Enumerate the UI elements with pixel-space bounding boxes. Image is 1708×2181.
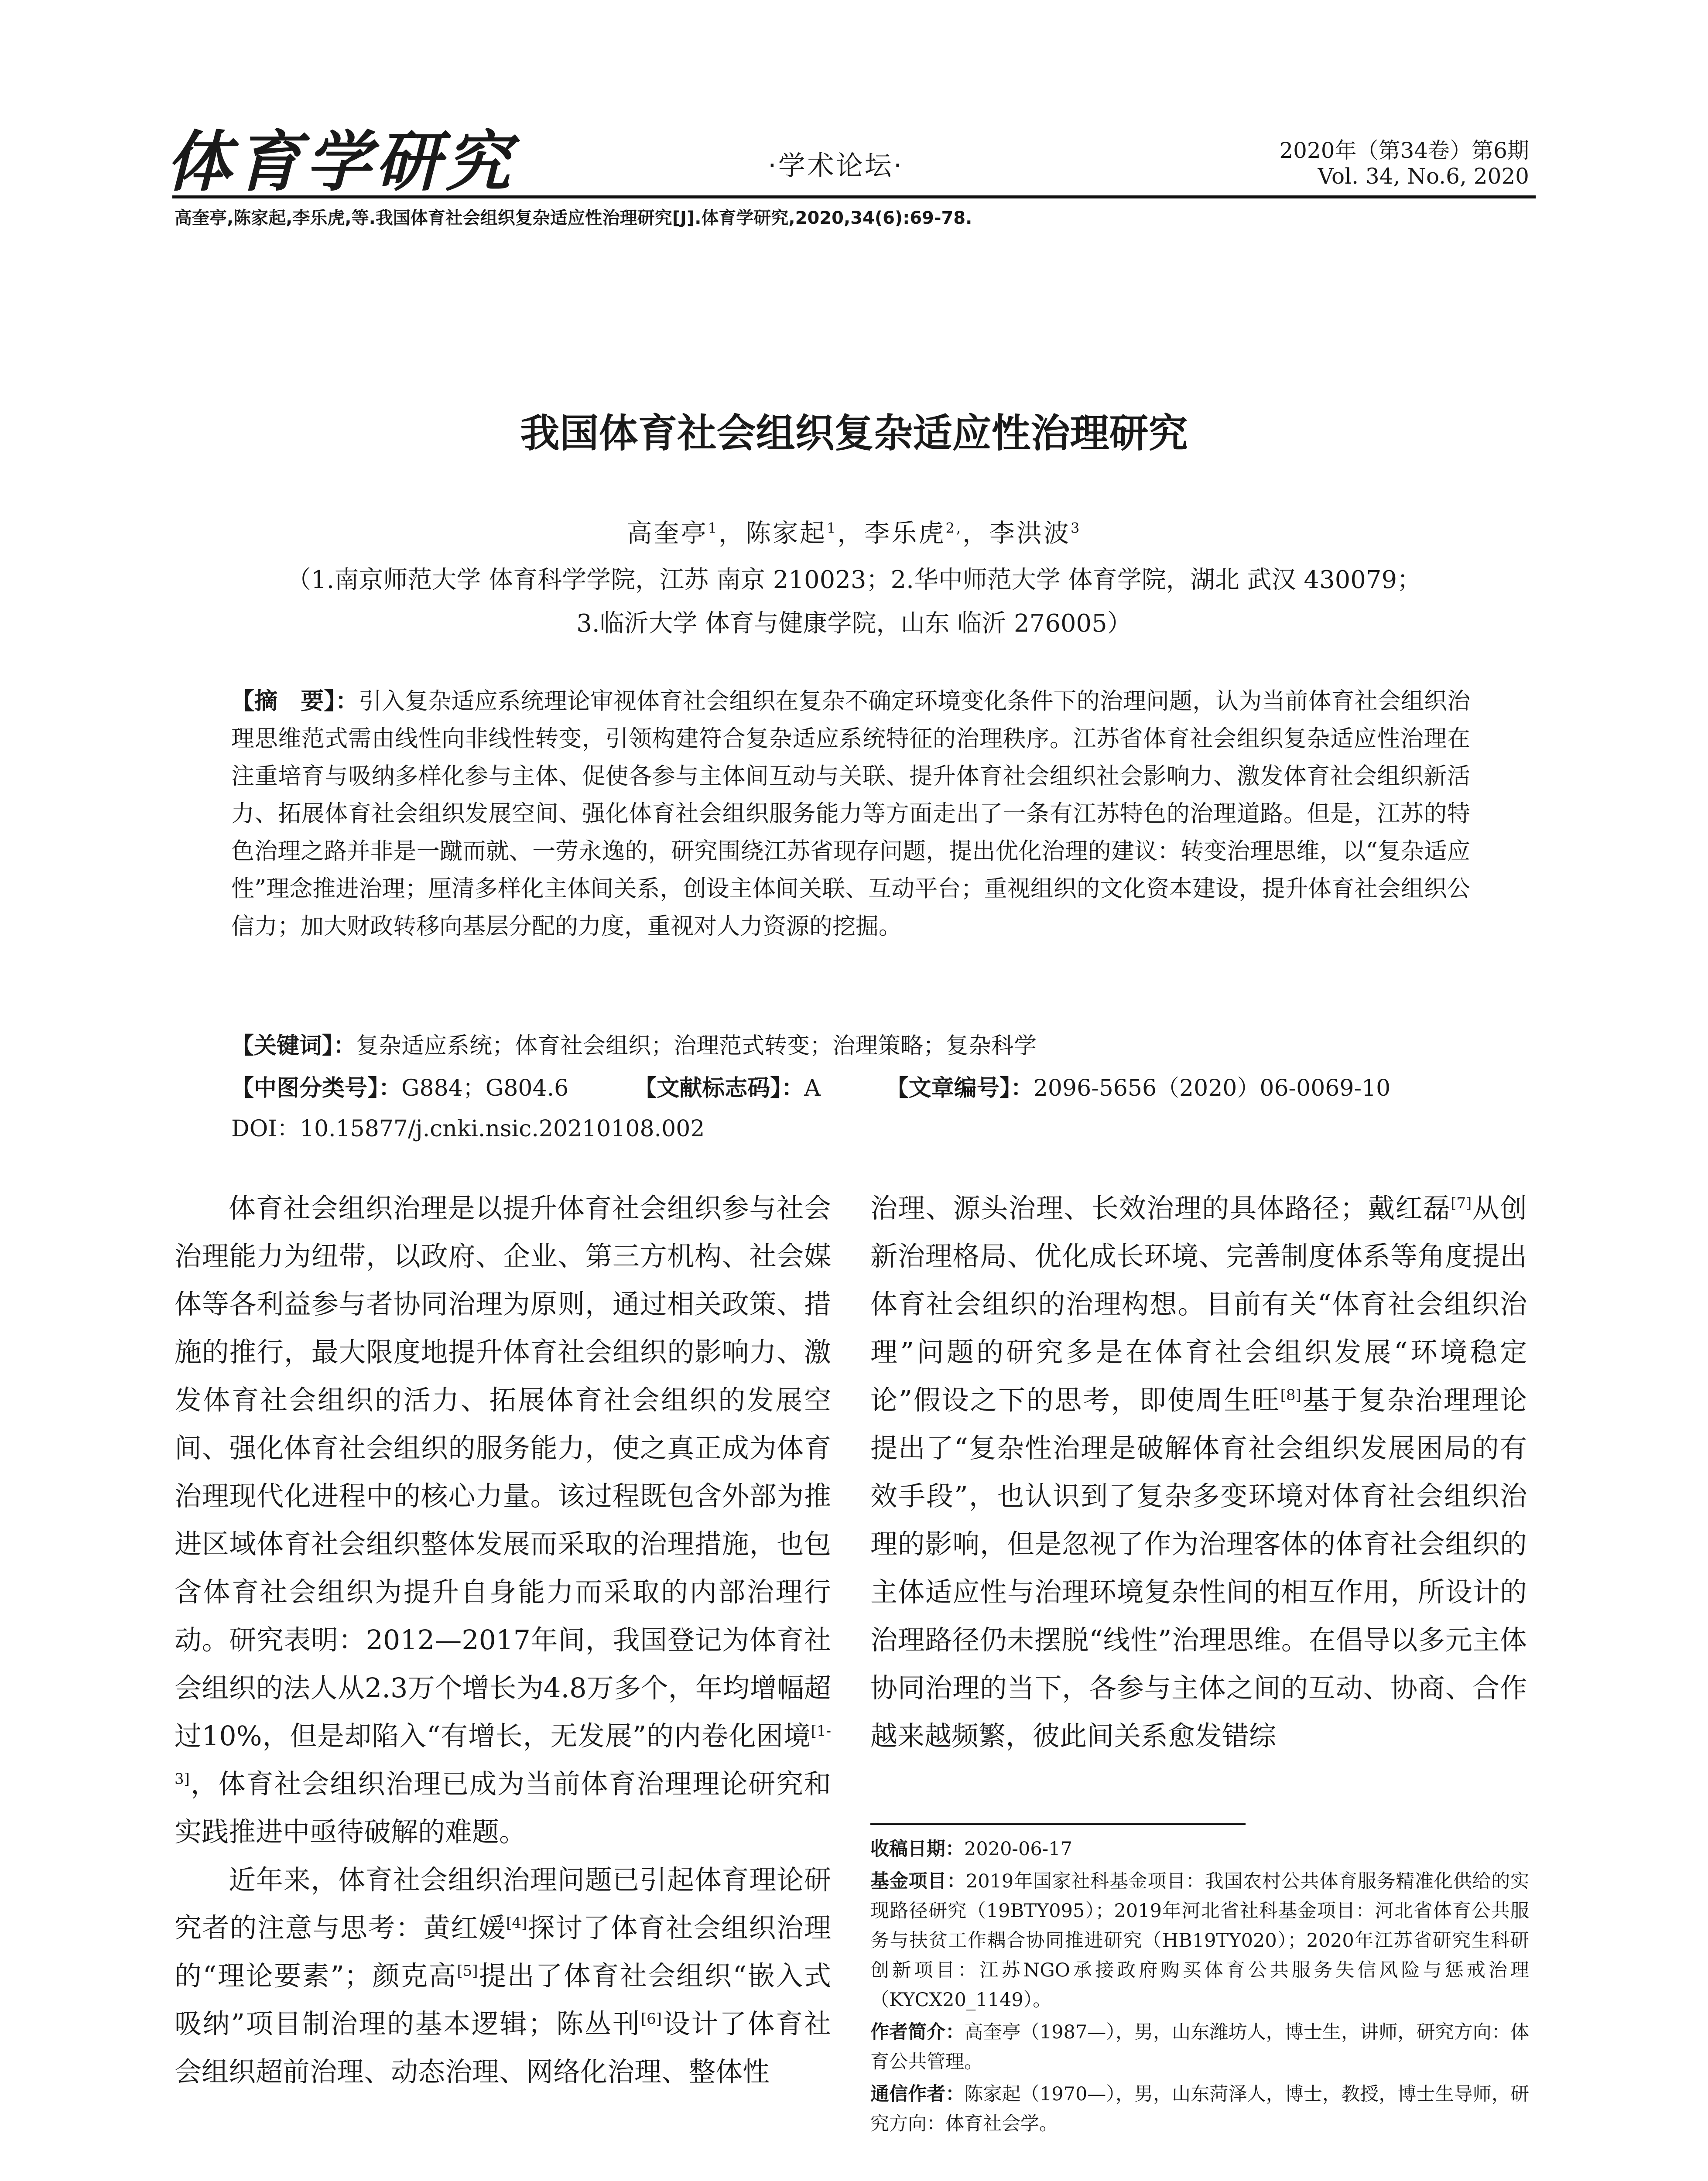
- body-text: 治理、源头治理、长效治理的具体路径；戴红磊: [870, 1192, 1451, 1224]
- footnote-author-bio: [870, 2017, 1529, 2077]
- author-name: 李乐虎: [864, 518, 946, 548]
- body-text: 设计了体育社会组织超前治理、动态治理、网络化治理、整体性: [175, 2008, 831, 2088]
- footnote-received: [870, 1834, 1529, 1864]
- footnote-text: 高奎亭（1987—），男，山东潍坊人，博士生，讲师，研究方向：体育公共管理。: [870, 2021, 1529, 2073]
- article-title: 我国体育社会组织复杂适应性治理研究: [520, 410, 1188, 456]
- footnote-divider: [870, 1823, 1246, 1825]
- body-text: 探讨了体育社会组织治理的“理论要素”；颜克高: [175, 1912, 831, 1992]
- clc-label: 【中图分类号】：: [231, 1075, 402, 1101]
- author-list: 高奎亭$^1$，陈家起$^1$，李乐虎$^{2,}$，李洪波$^3$: [626, 518, 1082, 548]
- body-text: 近年来，体育社会组织治理问题已引起体育理论研究者的注意与思考：黄红媛: [175, 1864, 831, 1944]
- footnote-text: 2019年国家社科基金项目：我国农村公共体育服务精准化供给的实现路径研究（19BTY095）；2019年河北省社科基金项目：河北省体育公共服务与扶贫工作耦合协同推进研究（HB19TY020）；2020年江苏省研究生科研创新项目：江苏NGO承接政府购买体育公共服务失信风险与惩戒治理（KYCX20_1149）。: [870, 1870, 1529, 2011]
- author-affiliation-mark: 2,: [945, 520, 962, 537]
- doi-label: DOI：: [231, 1116, 300, 1142]
- keywords: [231, 1027, 1470, 1060]
- keywords-text: 复杂适应系统；体育社会组织；治理范式转变；治理策略；复杂科学: [356, 1033, 1037, 1059]
- footnote-label: 基金项目：: [870, 1870, 966, 1892]
- header-divider: [172, 195, 1536, 198]
- footnote-fund: [870, 1866, 1529, 2015]
- author-name: 高奎亭: [626, 518, 708, 548]
- classification-line: [231, 1070, 1390, 1102]
- issue-info-english: Vol. 34, No.6, 2020: [1318, 164, 1529, 189]
- section-label: ·学术论坛·: [768, 150, 904, 181]
- footnote-text: 陈家起（1970—），男，山东菏泽人，博士，教授，博士生导师，研究方向：体育社会学。: [870, 2083, 1529, 2135]
- doc-code-value: A: [804, 1075, 821, 1101]
- body-paragraph: [175, 1184, 831, 1856]
- abstract-text: 引入复杂适应系统理论审视体育社会组织在复杂不确定环境变化条件下的治理问题，认为当前体育社会组织治理思维范式需由线性向非线性转变，引领构建符合复杂适应系统特征的治理秩序。江苏省体育社会组织复杂适应性治理在注重培育与吸纳多样化参与主体、促使各参与主体间互动与关联、提升体育社会组织社会影响力、激发体育社会组织新活力、拓展体育社会组织发展空间、强化体育社会组织服务能力等方面走出了一条有江苏特色的治理道路。但是，江苏的特色治理之路并非是一蹴而就、一劳永逸的，研究围绕江苏省现存问题，提出优化治理的建议：转变治理思维，以“复杂适应性”理念推进治理；厘清多样化主体间关系，创设主体间关联、互动平台；重视组织的文化资本建设，提升体育社会组织公信力；加大财政转移向基层分配的力度，重视对人力资源的挖掘。: [231, 688, 1471, 940]
- body-text: 提出了体育社会组织“嵌入式吸纳”项目制治理的基本逻辑；陈丛刊: [175, 1960, 831, 2040]
- body-text: 体育社会组织治理是以提升体育社会组织参与社会治理能力为纽带，以政府、企业、第三方机构、社会媒体等各利益参与者协同治理为原则，通过相关政策、措施的推行，最大限度地提升体育社会组织的影响力、激发体育社会组织的活力、拓展体育社会组织的发展空间、强化体育社会组织的服务能力，使之真正成为体育治理现代化进程中的核心力量。该过程既包含外部为推进区域体育社会组织整体发展而采取的治理措施，也包含体育社会组织为提升自身能力而采取的内部治理行动。研究表明：2012—2017年间，我国登记为体育社会组织的法人从2.3万个增长为4.8万多个，年均增幅超过10%，但是却陷入“有增长，无发展”的内卷化困境: [175, 1192, 831, 1752]
- footnotes: [870, 1834, 1529, 2141]
- reference-mark: [7]: [1451, 1194, 1472, 1212]
- doi-value: 10.15877/j.cnki.nsic.20210108.002: [299, 1116, 705, 1142]
- doc-code-label: 【文献标志码】：: [634, 1075, 804, 1101]
- reference-mark: [5]: [457, 1962, 478, 1980]
- footnote-corresponding-author: [870, 2079, 1529, 2139]
- body-left-column: [175, 1184, 831, 2096]
- author-affiliation-mark: 1: [708, 520, 719, 537]
- body-text: ，体育社会组织治理已成为当前体育治理理论研究和实践推进中亟待破解的难题。: [175, 1768, 831, 1848]
- doi-line: [231, 1110, 705, 1143]
- citation-line: 高奎亭,陈家起,李乐虎,等.我国体育社会组织复杂适应性治理研究[J].体育学研究,2020,34(6):69-78.: [175, 208, 972, 228]
- footnote-label: 收稿日期：: [870, 1838, 964, 1860]
- body-right-column: [870, 1184, 1527, 1760]
- footnote-label: 作者简介：: [870, 2021, 965, 2043]
- body-paragraph: [175, 1856, 831, 2096]
- journal-logo: 体育学研究: [166, 123, 515, 200]
- issue-info-chinese: 2020年（第34卷）第6期: [1279, 138, 1529, 163]
- reference-mark: [6]: [640, 2010, 662, 2028]
- reference-mark: [4]: [506, 1914, 527, 1932]
- author-affiliation-mark: 3: [1071, 520, 1082, 537]
- abstract-label: 【摘 要】：: [231, 688, 359, 714]
- article-number-value: 2096-5656（2020）06-0069-10: [1033, 1075, 1391, 1101]
- footnote-text: 2020-06-17: [964, 1838, 1072, 1860]
- author-name: 陈家起: [746, 518, 827, 548]
- affiliations-line-2: 3.临沂大学 体育与健康学院，山东 临沂 276005）: [576, 609, 1132, 638]
- affiliations-line-1: （1.南京师范大学 体育科学学院，江苏 南京 210023；2.华中师范大学 体育学院，湖北 武汉 430079；: [286, 566, 1422, 594]
- keywords-label: 【关键词】：: [231, 1033, 356, 1059]
- abstract: [231, 683, 1470, 945]
- author-affiliation-mark: 1: [827, 520, 838, 537]
- article-number-label: 【文章编号】：: [886, 1075, 1034, 1101]
- body-paragraph: [870, 1184, 1527, 1760]
- reference-mark: [8]: [1280, 1386, 1301, 1404]
- author-name: 李洪波: [989, 518, 1071, 548]
- clc-value: G884；G804.6: [401, 1075, 569, 1101]
- footnote-label: 通信作者：: [870, 2083, 965, 2105]
- body-text: 基于复杂治理理论提出了“复杂性治理是破解体育社会组织发展困局的有效手段”，也认识到了复杂多变环境对体育社会组织治理的影响，但是忽视了作为治理客体的体育社会组织的主体适应性与治理环境复杂性间的相互作用，所设计的治理路径仍未摆脱“线性”治理思维。在倡导以多元主体协同治理的当下，各参与主体之间的互动、协商、合作越来越频繁，彼此间关系愈发错综: [870, 1384, 1527, 1752]
- body-text: 从创新治理格局、优化成长环境、完善制度体系等角度提出体育社会组织的治理构想。目前有关“体育社会组织治理”问题的研究多是在体育社会组织发展“环境稳定论”假设之下的思考，即使周生旺: [870, 1192, 1527, 1416]
- reference-mark: [1-3]: [175, 1722, 831, 1788]
